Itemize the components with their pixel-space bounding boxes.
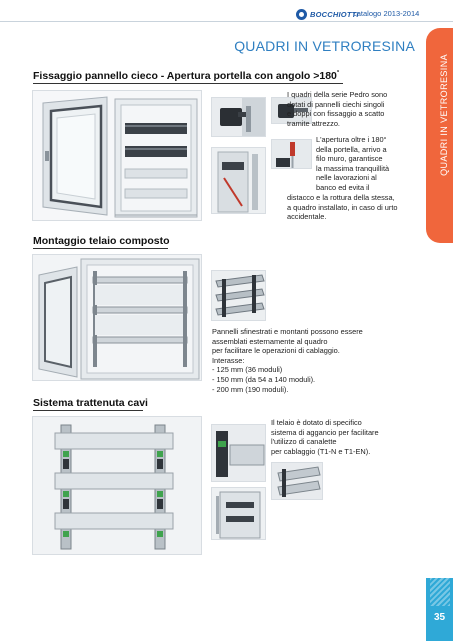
text-line: Pannelli sfinestrati e montanti possono essere xyxy=(212,327,363,336)
text-line: assemblati esternamente al quadro xyxy=(212,336,328,346)
section-title-text: Fissaggio pannello cieco - Apertura portella con angolo >180 xyxy=(33,70,337,82)
brand-logo xyxy=(296,9,359,19)
section-rule xyxy=(33,410,143,411)
trattenuta-description xyxy=(271,418,421,456)
cable-duct-clip-photo xyxy=(211,424,266,482)
text-line: banco ed evita il xyxy=(316,182,370,192)
text-line: per cablaggio (T1-N e T1-EN). xyxy=(271,446,371,456)
page-number: 35 xyxy=(433,612,446,623)
cable-retention-frame-photo xyxy=(32,416,202,555)
side-tab-label: QUADRI IN VETRORESINA xyxy=(438,54,449,176)
bocchiotti-logo-icon xyxy=(296,9,307,20)
text-line: I quadri della serie Pedro sono xyxy=(287,90,388,99)
text-line: tramite attrezzo. xyxy=(287,118,340,128)
section-rule xyxy=(33,83,343,84)
text-line: filo muro, garantisce xyxy=(316,154,383,164)
text-line: Il telaio è dotato di specifico xyxy=(271,418,362,427)
text-line: accidentale. xyxy=(287,212,327,222)
frame-assembly-photo xyxy=(211,270,266,321)
text-line: l'utilizzo di canalette xyxy=(271,437,337,447)
text-line: L'apertura oltre i 180° xyxy=(316,135,387,144)
enclosure-with-ducts-photo xyxy=(211,487,266,540)
degree-symbol: ° xyxy=(336,70,340,77)
section-title-trattenuta: Sistema trattenuta cavi xyxy=(33,397,148,409)
text-line: per facilitare le operazioni di cablaggio. xyxy=(212,346,340,356)
text-line: - 200 mm (190 moduli). xyxy=(212,384,289,394)
fissaggio-description xyxy=(287,90,417,128)
side-chapter-tab xyxy=(426,28,453,243)
text-line: - 125 mm (36 moduli) xyxy=(212,365,283,375)
text-line: sistema di aggancio per facilitare xyxy=(271,427,379,437)
screwdriver-photo xyxy=(271,139,312,169)
brand-name: BOCCHIOTTI xyxy=(310,9,359,19)
blind-panel-photo xyxy=(211,147,266,214)
montaggio-description xyxy=(212,327,422,394)
page-number-tab xyxy=(426,578,453,641)
text-line: Interasse: xyxy=(212,355,245,365)
text-line: - 150 mm (da 54 a 140 moduli). xyxy=(212,374,316,384)
composite-frame-photo xyxy=(32,254,202,381)
catalog-label: catalogo 2013-2014 xyxy=(353,9,420,18)
section-title-fissaggio xyxy=(33,70,339,82)
page-title: QUADRI IN VETRORESINA xyxy=(234,38,415,54)
text-line: dotati di pannelli ciechi singoli xyxy=(287,99,385,109)
text-line: della portella, arrivo a xyxy=(316,144,387,154)
section-rule xyxy=(33,248,168,249)
text-line: distacco e la rottura della stessa, xyxy=(287,193,395,202)
tool-fixing-photo xyxy=(211,97,266,137)
duct-mounted-photo xyxy=(271,462,323,500)
apertura-description-cont xyxy=(287,193,422,222)
header-divider xyxy=(0,21,453,22)
section-title-montaggio: Montaggio telaio composto xyxy=(33,235,170,247)
text-line: nelle lavorazioni al xyxy=(316,173,377,183)
text-line: la massima tranquillità xyxy=(316,163,390,173)
text-line: e doppi con fissaggio a scatto xyxy=(287,109,385,119)
apertura-description xyxy=(316,135,416,193)
enclosure-open-door-photo xyxy=(32,90,202,221)
text-line: a quadro installato, in caso di urto xyxy=(287,202,398,212)
